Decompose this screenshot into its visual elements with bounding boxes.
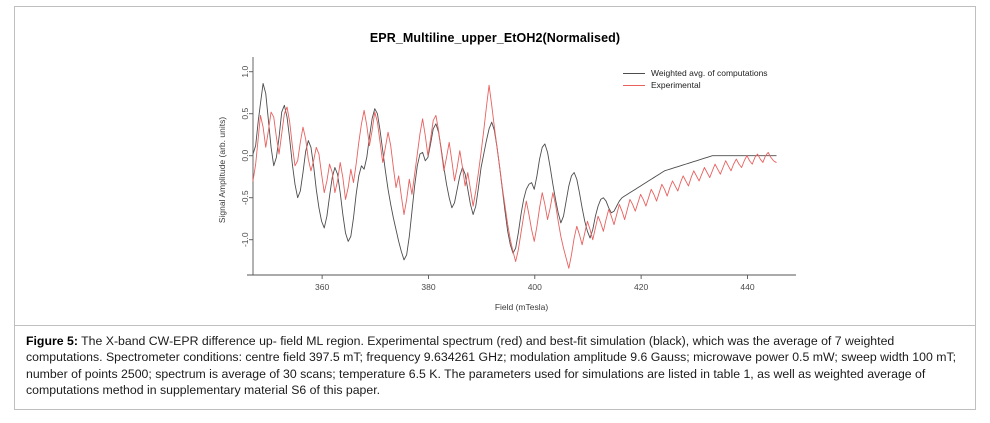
chart-legend [623,67,813,91]
caption-text: The X-band CW-EPR difference up- field ML region. Experimental spectrum (red) and best-fit simulation (black), which was the average of 7 weighted computations. Spectrometer conditions: centre field 397.5 mT; frequency 9.634261 GHz; modulation amplitude 9.6 Gauss; microwave power 0.5 mW; sweep width 100 mT; number of points 2500; spectrum is average of 30 scans; temperature 6.5 K. The parameters used for simulations are listed in table 1, as well as weighted average of computations method in supplementary material S6 of this paper. [26,334,957,398]
x-tick-label: 360 [315,282,330,292]
x-tick-label: 380 [421,282,436,292]
legend-label-experimental: Experimental [651,80,701,90]
chart-title: EPR_Multiline_upper_EtOH2(Normalised) [369,31,621,45]
series-line-experimental [253,85,776,268]
epr-spectrum-plot [15,7,975,325]
legend-item-simulation [623,67,813,79]
legend-swatch-experimental [623,85,645,86]
series-group [253,83,776,268]
y-tick-label: -1.0 [240,232,251,248]
axes-group [217,57,796,312]
y-tick-label: 0.0 [240,149,251,162]
y-tick-label: 1.0 [240,65,251,78]
x-tick-label: 440 [740,282,755,292]
legend-swatch-simulation [623,73,645,74]
x-axis-title: Field (mTesla) [494,302,549,312]
caption-label: Figure 5: [26,334,78,348]
y-axis-title: Signal Amplitude (arb. units) [217,116,227,224]
y-tick-label: 0.5 [240,107,251,120]
plot-wrapper [15,7,975,325]
legend-item-experimental [623,79,813,91]
x-tick-label: 420 [634,282,649,292]
legend-label-simulation: Weighted avg. of computations [651,68,768,78]
series-line-simulation [253,83,776,259]
chart-area [15,7,975,325]
figure-container [14,6,976,410]
y-tick-label: -0.5 [240,190,251,206]
x-tick-label: 400 [527,282,542,292]
figure-caption [15,325,975,410]
